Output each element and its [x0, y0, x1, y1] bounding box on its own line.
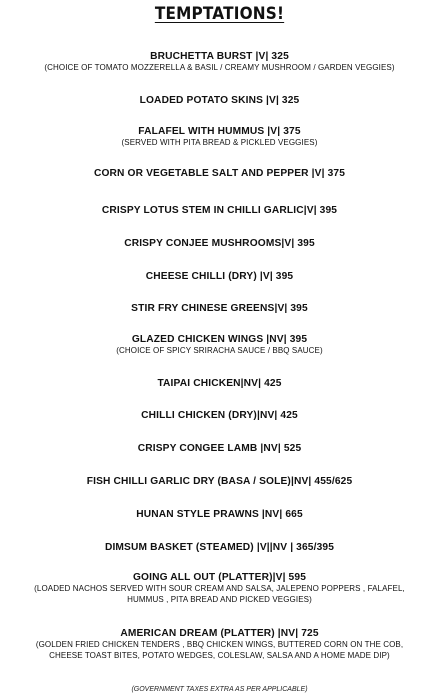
menu-item-american-dream-platter: [0, 627, 439, 661]
item-name: FALAFEL WITH HUMMUS |V| 375: [138, 126, 301, 137]
menu-item-going-all-out-platter: [0, 571, 439, 605]
menu-item-chilli-chicken: [0, 409, 439, 422]
menu-item-hunan-style-prawns: [0, 508, 439, 521]
item-name: DIMSUM BASKET (STEAMED) |V||NV | 365/395: [104, 542, 335, 553]
menu-title: TEMPTATIONS!: [154, 4, 285, 24]
menu-item-bruchetta-burst: [0, 50, 439, 74]
item-name: GOING ALL OUT (PLATTER)|V| 595: [132, 572, 307, 583]
tax-footnote: (GOVERNMENT TAXES EXTRA AS PER APPLICABLE): [131, 686, 308, 693]
item-name: HUNAN STYLE PRAWNS |NV| 665: [136, 509, 303, 520]
item-description: (GOLDEN FRIED CHICKEN TENDERS , BBQ CHICKEN WINGS, BUTTERED CORN ON THE COB, CHEESE TOAST BITES, POTATO WEDGES, COLESLAW, SALSA AND A HOME MADE DIP): [35, 640, 404, 660]
item-name: LOADED POTATO SKINS |V| 325: [139, 95, 300, 106]
item-name: STIR FRY CHINESE GREENS|V| 395: [131, 303, 308, 314]
menu-item-crispy-congee-lamb: [0, 442, 439, 455]
item-name: CRISPY CONGEE LAMB |NV| 525: [137, 443, 302, 454]
menu-item-fish-chilli-garlic-dry: [0, 475, 439, 488]
item-description: (CHOICE OF TOMATO MOZZERELLA & BASIL / CREAMY MUSHROOM / GARDEN VEGGIES): [44, 63, 395, 72]
item-name: CRISPY CONJEE MUSHROOMS|V| 395: [124, 238, 315, 249]
menu-item-taipai-chicken: [0, 377, 439, 390]
item-name: CRISPY LOTUS STEM IN CHILLI GARLIC|V| 395: [101, 205, 338, 216]
menu-item-glazed-chicken-wings: [0, 333, 439, 357]
menu-item-crispy-conjee-mushrooms: [0, 237, 439, 250]
menu-item-cheese-chilli: [0, 270, 439, 283]
menu-item-stir-fry-chinese-greens: [0, 302, 439, 315]
item-name: CHEESE CHILLI (DRY) |V| 395: [145, 271, 294, 282]
item-name: BRUCHETTA BURST |V| 325: [150, 51, 289, 62]
item-name: AMERICAN DREAM (PLATTER) |NV| 725: [120, 628, 319, 639]
menu-item-corn-or-vegetable-salt-and-pepper: [0, 167, 439, 180]
item-description: (SERVED WITH PITA BREAD & PICKLED VEGGIES): [121, 138, 318, 147]
item-name: TAIPAI CHICKEN|NV| 425: [157, 378, 282, 389]
menu-item-crispy-lotus-stem: [0, 204, 439, 217]
menu-item-falafel-with-hummus: [0, 125, 439, 149]
item-description: (LOADED NACHOS SERVED WITH SOUR CREAM AND SALSA, JALEPENO POPPERS , FALAFEL, HUMMUS , PITA BREAD AND PICKED VEGGIES): [34, 584, 405, 604]
menu-item-loaded-potato-skins: [0, 94, 439, 107]
item-name: GLAZED CHICKEN WINGS |NV| 395: [131, 334, 308, 345]
item-name: CHILLI CHICKEN (DRY)|NV| 425: [141, 410, 298, 421]
menu-item-dimsum-basket: [0, 541, 439, 554]
item-name: FISH CHILLI GARLIC DRY (BASA / SOLE)|NV| 455/625: [86, 476, 353, 487]
item-name: CORN OR VEGETABLE SALT AND PEPPER |V| 375: [93, 168, 346, 179]
item-description: (CHOICE OF SPICY SRIRACHA SAUCE / BBQ SAUCE): [116, 346, 323, 355]
